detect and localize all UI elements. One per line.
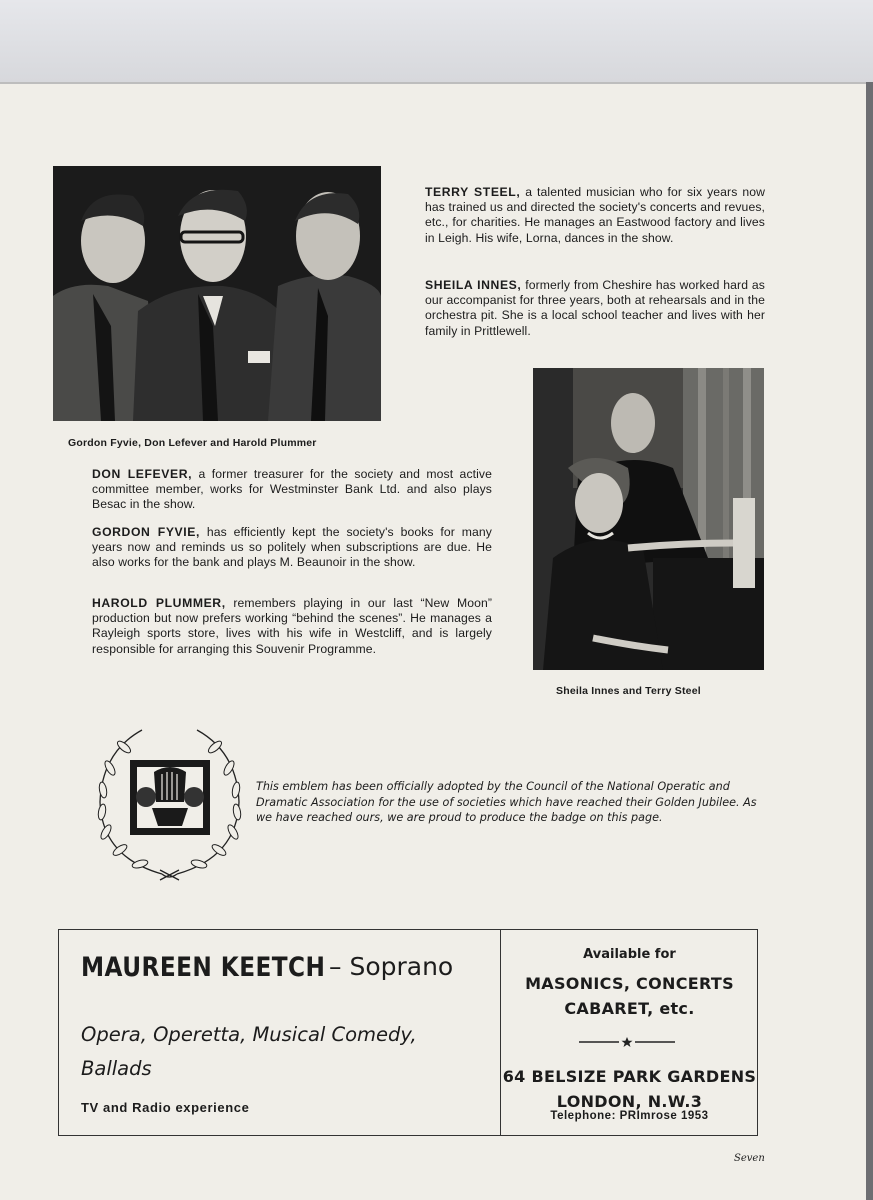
bio-don-lefever [92, 467, 492, 513]
page-edge [866, 82, 873, 1200]
address-line-1: 64 BELSIZE PARK GARDENS [502, 1067, 757, 1086]
bio-sheila-innes [425, 278, 765, 339]
bio-name: SHEILA INNES, [425, 278, 522, 292]
booking-telephone: Telephone: PRImrose 1953 [550, 1110, 709, 1122]
performer-role: – Soprano [329, 952, 454, 981]
bio-name: TERRY STEEL, [425, 185, 521, 199]
performer-experience: TV and Radio experience [81, 1100, 250, 1115]
bio-text: a former treasurer for the society and most active committee member, works for Westminster Bank Ltd. and also plays Besac in the show. [92, 467, 492, 512]
advertisement-box [58, 929, 758, 1136]
bio-terry-steel [425, 185, 765, 246]
performer-name: MAUREEN KEETCH [81, 952, 326, 983]
page-number: Seven [734, 1153, 765, 1164]
emblem-description: This emblem has been officially adopted by the Council of the National Operatic and Dramatic Association for the use of societies which have reached their Golden Jubilee. As we have reached ours, we are proud to produce the badge on this page. [256, 780, 757, 824]
performer-genres: Opera, Operetta, Musical Comedy, Ballads [81, 1023, 417, 1080]
bio-gordon-fyvie [92, 525, 492, 571]
engagement-types-line-1: MASONICS, CONCERTS [525, 974, 734, 993]
bio-text: a talented musician who for six years now has trained us and directed the society's concerts and revues, etc., for charities. He manages an Eastwood factory and lives in Leigh. His wife, Lorna, dances in the show. [425, 185, 765, 245]
ad-performer [81, 952, 454, 983]
star-rule-ornament [579, 1036, 675, 1048]
engagement-types-line-2: CABARET, etc. [564, 999, 695, 1018]
piano-photo-caption: Sheila Innes and Terry Steel [556, 685, 701, 697]
booking-address [501, 1064, 758, 1114]
bio-harold-plummer [92, 596, 492, 657]
available-for-label: Available for [583, 947, 676, 962]
bio-text: remembers playing in our last “New Moon” production but now prefers working “behind the scenes”. He manages a Rayleigh sports store, lives with his wife in Westcliff, and is largely responsible for arranging this Souvenir Programme. [92, 596, 492, 656]
booking-details [501, 930, 758, 1135]
bio-name: HAROLD PLUMMER, [92, 596, 226, 610]
bio-text: formerly from Cheshire has worked hard as our accompanist for three years, both at rehearsals and in the orchestra pit. She is a local school teacher and lives with her family in Prittlewell. [425, 278, 765, 338]
scanner-background [0, 0, 873, 82]
bio-text: has efficiently kept the society's books for many years now and reminds us so politely when subscriptions are due. He also works for the bank and plays M. Beaunoir in the show. [92, 525, 492, 570]
engagement-types [501, 971, 758, 1021]
piano-photo [533, 368, 764, 670]
group-photo [53, 166, 381, 421]
bio-name: GORDON FYVIE, [92, 525, 200, 539]
bio-name: DON LEFEVER, [92, 467, 193, 481]
noda-golden-jubilee-emblem [92, 722, 247, 882]
address-line-2: LONDON, N.W.3 [556, 1092, 703, 1111]
group-photo-caption: Gordon Fyvie, Don Lefever and Harold Plummer [68, 437, 317, 449]
